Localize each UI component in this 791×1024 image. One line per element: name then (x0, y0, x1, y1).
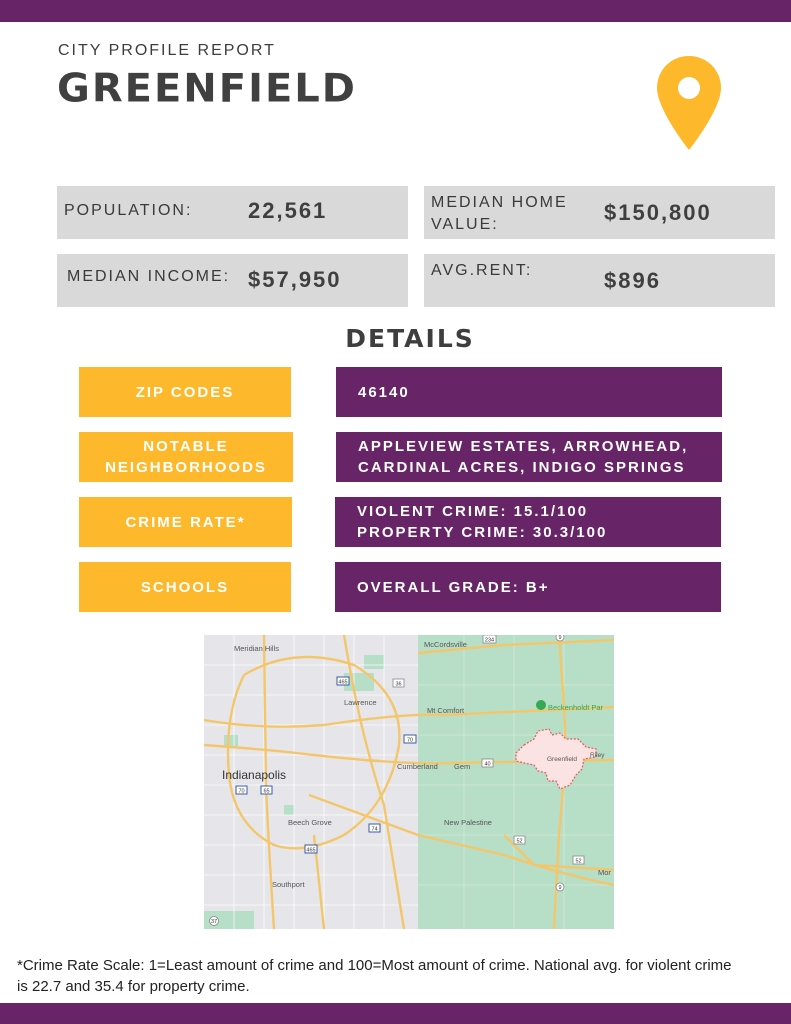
shield-r234: 234 (484, 637, 495, 644)
map-label-greenfield: Greenfield (547, 756, 577, 763)
home-value-label-line1: MEDIAN HOME (431, 194, 568, 211)
map-label-indianapolis: Indianapolis (222, 768, 287, 782)
neighborhoods-label-line1: NOTABLE (143, 438, 229, 455)
shield-r52-b: 52 (575, 858, 582, 865)
shield-r36: 36 (395, 681, 402, 688)
rent-box (424, 254, 775, 307)
map-label-riley: Riley (590, 752, 605, 759)
neighborhoods-value-line1: APPLEVIEW ESTATES, ARROWHEAD, (358, 438, 689, 455)
bottom-color-bar (0, 1003, 791, 1024)
report-kicker: CITY PROFILE REPORT (58, 42, 276, 59)
schools-value: OVERALL GRADE: B+ (357, 578, 550, 596)
crime-rate-value-box (335, 497, 721, 547)
neighborhoods-value-line2: CARDINAL ACRES, INDIGO SPRINGS (358, 459, 686, 476)
home-value-value: $150,800 (604, 200, 712, 225)
shield-i70-west: 70 (238, 788, 245, 795)
shield-i65: 65 (263, 788, 270, 795)
violent-crime-value: VIOLENT CRIME: 15.1/100 (357, 503, 589, 520)
crime-rate-label-box (79, 497, 292, 547)
shield-i74: 74 (371, 826, 378, 833)
population-box (57, 186, 408, 239)
map-label-new-palestine: New Palestine (444, 818, 492, 827)
map-label-cumberland: Cumberland (397, 762, 438, 771)
map-label-southport: Southport (272, 880, 305, 889)
zip-codes-value: 46140 (358, 383, 410, 401)
neighborhoods-label-box (79, 432, 293, 482)
map-pin-icon (655, 54, 723, 152)
income-value: $57,950 (248, 267, 342, 292)
map-label-beckenholdt: Beckenholdt Par (548, 703, 604, 712)
shield-r40: 40 (484, 761, 491, 768)
map-label-meridian-hills: Meridian Hills (234, 644, 280, 653)
shield-i465-south: 465 (306, 847, 316, 854)
population-label: POPULATION: (64, 202, 193, 219)
footnote-line1: *Crime Rate Scale: 1=Least amount of crime and 100=Most amount of crime. National avg. for violent crime (17, 957, 732, 974)
schools-value-box (335, 562, 721, 612)
property-crime-value: PROPERTY CRIME: 30.3/100 (357, 524, 608, 541)
zip-codes-label: ZIP CODES (135, 383, 235, 401)
home-value-box (424, 186, 775, 239)
map-label-mccordsville: McCordsville (424, 640, 467, 649)
zip-codes-value-box (336, 367, 722, 417)
shield-i465-north: 465 (338, 679, 348, 686)
neighborhoods-label-line2: NEIGHBORHOODS (105, 459, 267, 476)
shield-r9-bottom: 9 (558, 885, 562, 891)
crime-rate-footnote (17, 955, 777, 997)
zip-codes-label-box (79, 367, 291, 417)
schools-label: SCHOOLS (140, 578, 230, 596)
map-label-beech-grove: Beech Grove (288, 818, 332, 827)
shield-r9-top: 9 (558, 635, 562, 641)
map-label-mor: Mor (598, 868, 611, 877)
city-title: GREENFIELD (57, 66, 357, 112)
map-label-lawrence: Lawrence (344, 698, 377, 707)
shield-r37: 37 (210, 919, 218, 925)
crime-rate-label: CRIME RATE* (125, 513, 246, 531)
home-value-label-line2: VALUE: (431, 216, 499, 233)
shield-i70-east: 70 (406, 737, 414, 744)
shield-r52-a: 52 (516, 838, 523, 845)
income-box (57, 254, 408, 307)
income-label: MEDIAN INCOME: (67, 268, 231, 285)
top-color-bar (0, 0, 791, 22)
population-value: 22,561 (248, 198, 328, 223)
rent-value: $896 (604, 268, 661, 293)
map-label-mt-comfort: Mt Comfort (427, 706, 465, 715)
rent-label: AVG.RENT: (431, 262, 533, 279)
schools-label-box (79, 562, 291, 612)
neighborhoods-value-box (336, 432, 722, 482)
footnote-line2: is 22.7 and 35.4 for property crime. (17, 978, 250, 995)
map-label-gem: Gem (454, 762, 471, 771)
area-map (204, 635, 614, 929)
details-heading: DETAILS (345, 324, 475, 353)
